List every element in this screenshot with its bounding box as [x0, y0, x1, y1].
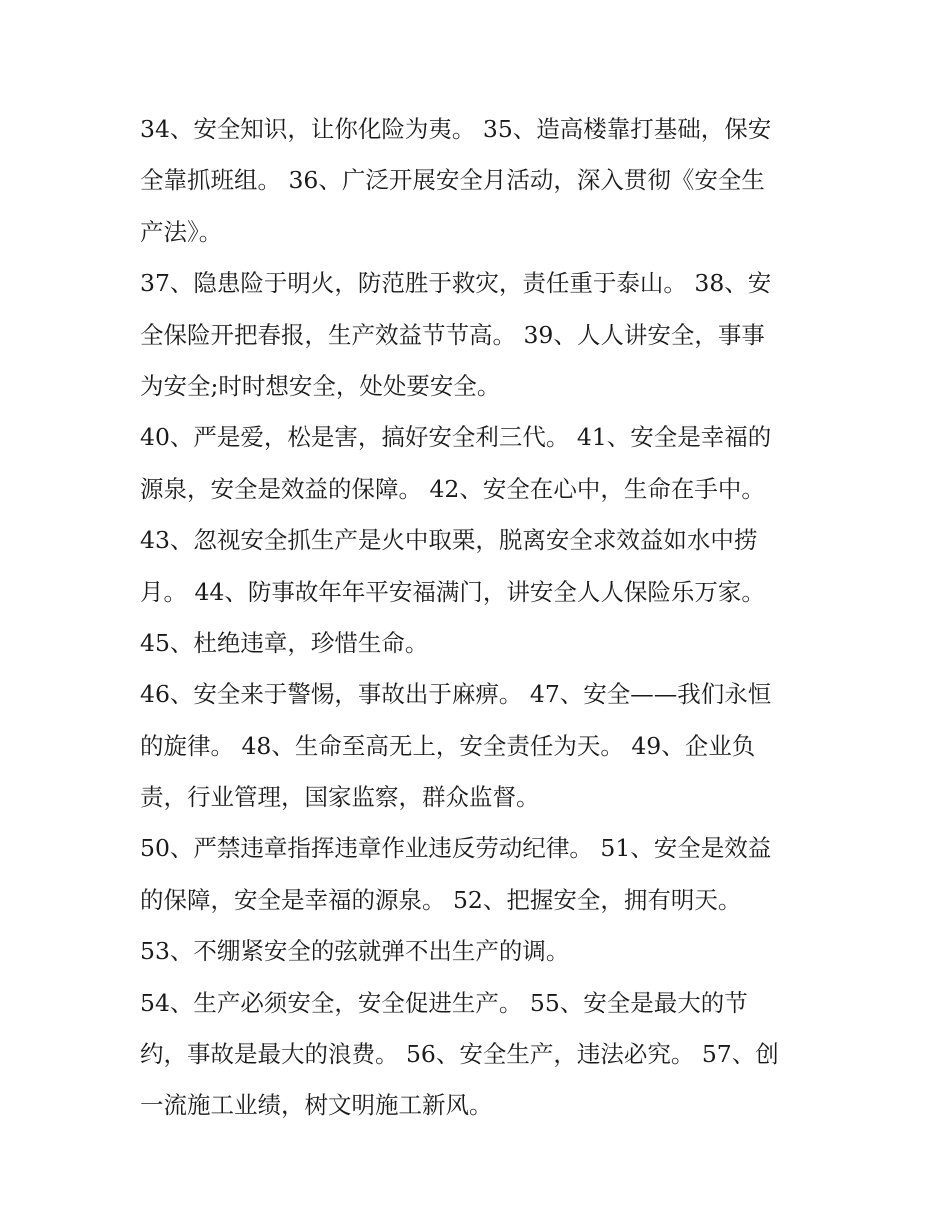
text-line: 46、安全来于警惕，事故出于麻痹。 47、安全——我们永恒 [140, 680, 772, 709]
text-line: 54、生产必须安全，安全促进生产。 55、安全是最大的节 [140, 988, 748, 1017]
text-line: 的旋律。 48、生命至高无上，安全责任为天。 49、企业负 [140, 731, 756, 760]
text-line: 34、安全知识，让你化险为夷。 35、造高楼靠打基础，保安 [140, 115, 772, 143]
text-line: 53、不绷紧安全的弦就弹不出生产的调。 [140, 937, 570, 966]
text-line: 产法》。 [140, 217, 223, 246]
text-line: 约，事故是最大的浪费。 56、安全生产，违法必究。 57、创 [140, 1040, 779, 1069]
document-body [140, 104, 805, 1132]
text-line: 37、隐患险于明火，防范胜于救灾，责任重于泰山。 38、安 [140, 269, 772, 298]
text-line: 43、忽视安全抓生产是火中取栗，脱离安全求效益如水中捞 [140, 526, 758, 555]
text-line: 全保险开把春报，生产效益节节高。 39、人人讲安全，事事 [140, 320, 765, 349]
text-line: 45、杜绝违章，珍惜生命。 [140, 628, 429, 657]
text-line: 责，行业管理，国家监察，群众监督。 [140, 783, 540, 812]
text-line: 全靠抓班组。 36、广泛开展安全月活动，深入贯彻《安全生 [140, 166, 765, 195]
text-line: 一流施工业绩，树文明施工新风。 [140, 1091, 493, 1120]
text-line: 50、严禁违章指挥违章作业违反劳动纪律。 51、安全是效益 [140, 834, 772, 863]
text-line: 为安全;时时想安全，处处要安全。 [140, 371, 501, 400]
text-line: 40、严是爱，松是害，搞好安全利三代。 41、安全是幸福的 [140, 423, 772, 452]
text-line: 月。 44、防事故年年平安福满门，讲安全人人保险乐万家。 [140, 577, 765, 606]
text-line: 的保障，安全是幸福的源泉。 52、把握安全，拥有明天。 [140, 885, 742, 914]
text-line: 源泉，安全是效益的保障。 42、安全在心中，生命在手中。 [140, 474, 765, 503]
